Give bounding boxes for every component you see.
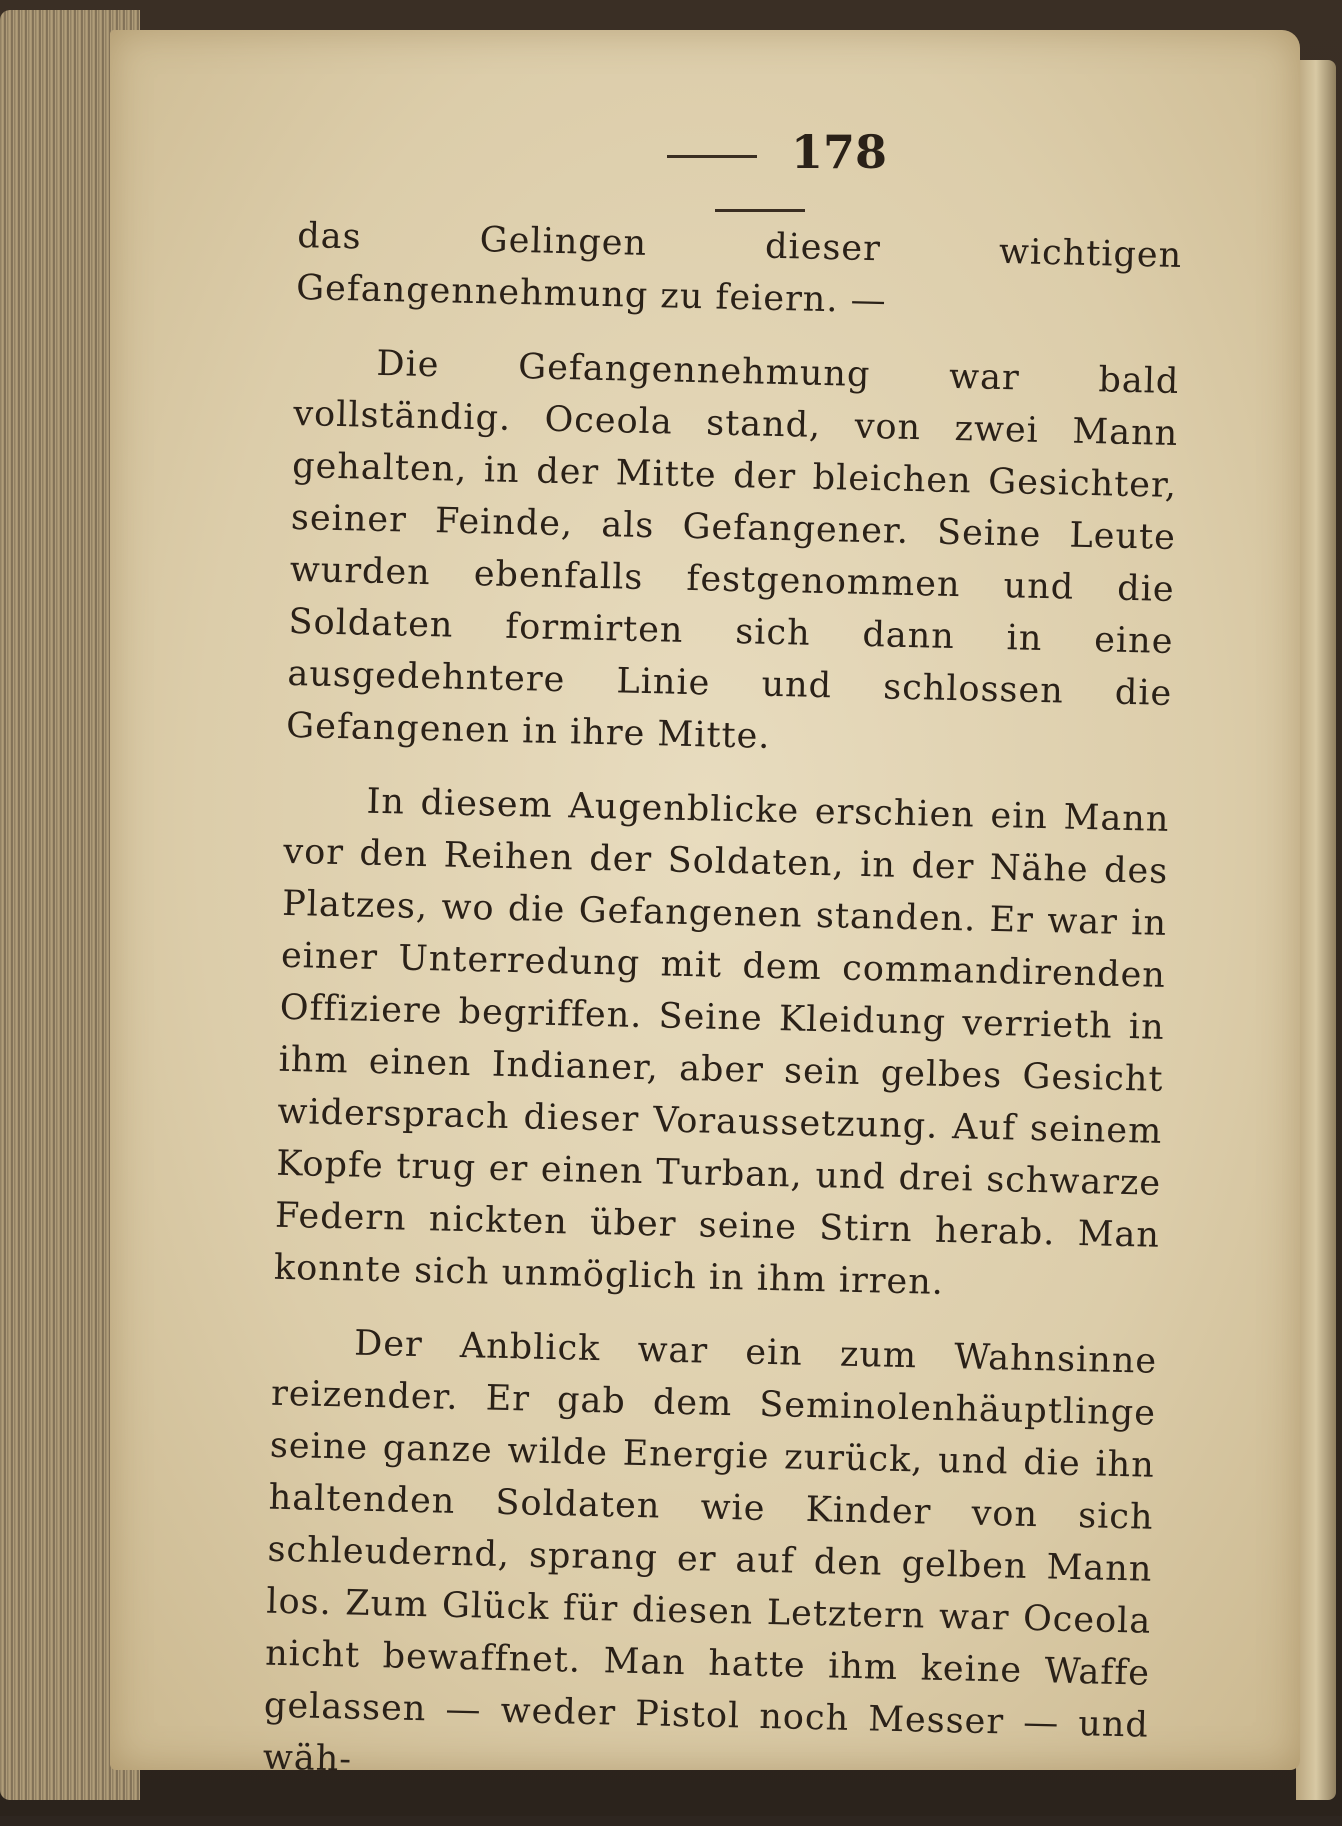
header-rule-left bbox=[667, 155, 757, 158]
page-body bbox=[262, 210, 1183, 1826]
paragraph-4: Der Anblick war ein zum Wahnsinne reizender. Er gab dem Seminolenhäuptlinge seine ganze wilde Energie zurück, und die ihn haltenden Soldaten wie Kinder von sich schleudernd, sprang er auf den gelben Mann los. Zum Glück für diesen Letztern war Oceola nicht bewaffnet. Man hatte ihm keine Waffe gelassen — weder Pistol noch Messer — und wäh- bbox=[262, 1323, 1158, 1780]
paragraph-3: In diesem Augenblicke erschien ein Mann vor den Reihen der Soldaten, in der Nähe des Platzes, wo die Gefangenen standen. Er war in einer Unterredung mit dem commandirenden Offiziere begriffen. Seine Kleidung verrieth in ihm einen Indianer, aber sein gelbes Gesicht widersprach dieser Voraussetzung. Auf seinem Kopfe trug er einen Turban, und drei schwarze Federn nickten über seine Stirn herab. Man konnte sich unmöglich in ihm irren. bbox=[273, 781, 1170, 1303]
paragraph-1: das Gelingen dieser wichtigen Gefangennehmung zu feiern. — bbox=[295, 215, 1183, 322]
page-number: 178 bbox=[790, 125, 888, 179]
right-page-edge bbox=[1296, 60, 1336, 1800]
header-rule-right bbox=[715, 209, 805, 212]
paragraph-2: Die Gefangennehmung war bald vollständig. Oceola stand, von zwei Mann gehalten, in der Mitte der bleichen Gesichter, seiner Feinde, als Gefangener. Seine Leute wurden ebenfalls festgenommen und die Soldaten formirten sich dann in eine ausgedehntere Linie und schlossen die Gefangenen in ihre Mitte. bbox=[285, 343, 1180, 757]
